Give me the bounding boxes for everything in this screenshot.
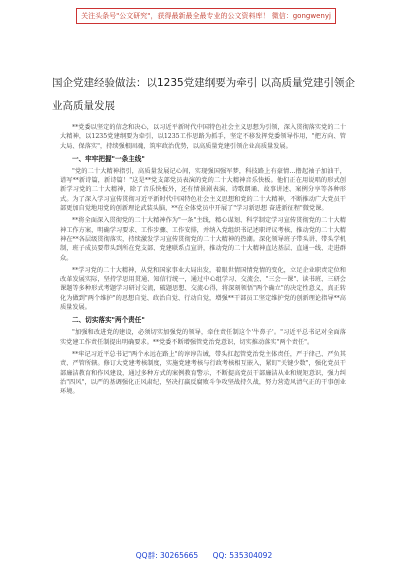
section-heading: 一、牢牢把握"一条主线" bbox=[72, 154, 145, 163]
footer bbox=[0, 550, 408, 561]
paragraph: **学习党的二十大精神，从党和国家事业大局出发，着眼世情国情党情的变化，立足企业职责定位和改革发展实际，坚持学思用贯通、知信行统一，通过中心组学习、交流会、"三会一课"、读书班、三研会课题等多种形式考题学习研讨交流，破题思想、交流心得，将深刻领悟"两个确立"的决定性意义，真正转化为做到"两个维护"的思想自觉、政治自觉、行动自觉，增强**干部员工坚定维护党的创新理论指导**高质量发展。 bbox=[60, 266, 346, 312]
section-heading: 二、切实落实"两个责任" bbox=[72, 316, 145, 325]
paragraph: "加强和改进党的建设，必须切实加强党的领导，牵住责任制这个'牛鼻子'。"习近平总书记对全面落实党建工作责任制提出明确要求。**党委不断增强管党治党意识，切实推动落实"两个责任"。 bbox=[60, 329, 346, 346]
paragraph: **党委以坚定的信念和决心，以习近平新时代中国特色社会主义思想为引领，深入贯彻落实党的二十大精神，以1235党建纲要为牵引，以1235工作思路为抓手，坚定不移发挥党委领导作用，"把方向、管大局、保落实"，持续强根固魂，筑牢政治优势，以高质量党建引领企业高质量发展。 bbox=[60, 124, 346, 150]
paragraph: **将全面深入贯彻党的二十大精神作为"一条"主线，精心谋划、科学制定学习宣传贯彻党的二十大精神工作方案，明确学习要求、工作步骤、工作安排，并纳入党组织书记述职评议考核，推动党的二十大精神在**各层级贯彻落实，持续激发学习宣传贯彻党的二十大精神的热潮。深化领导班子带头讲、带头学机制，班子成员要带头到所在党支部、党建联系点宣讲，推动党的二十大精神直达基层、直通一线、走进群众。 bbox=[60, 217, 346, 262]
footer-qq: QQ: 535304092 bbox=[212, 551, 273, 560]
document-body bbox=[60, 123, 346, 399]
footer-qq-group: QQ群: 30265665 bbox=[135, 551, 199, 560]
paragraph: "党的二十大精神指引，高质量发展记心间，实现强国强军梦，科技路上有豪情…撸起袖子加油干，谱写**新诗篇，新诗篇！"这是**党支部党员表演的党的二十大精神音乐快板。他们正在用说唱的形式创新学习党的二十大精神，除了音乐快板外，还有情景剧表演、诗歌朗诵、故事讲述、案例分享等各种形式。为了深入学习宣传贯彻习近平新时代中国特色社会主义思想和党的二十大精神，不断推动广大党员干部更加自觉地用党的创新理论武装头脑，**在全体党员中开展了"学习新思想 奋进新征程"微党课。 bbox=[60, 167, 346, 213]
paragraph: **牢记习近平总书记"两个永远在路上"的谆谆告诫，带头扛起管党治党主体责任，严于律己、严负其责、严管所辖。修订大党建考核制度，实施党建考核与行政考核相互嵌入，紧盯"关键少数"，强化党员干部廉洁教育和作风建设，通过多种方式的案例教育警示，不断提高党员干部廉洁从业和规矩意识，强力纠治"四风"，以严的基调强化正风肃纪，坚决打赢反腐败斗争攻坚战持久战，努力营造风清气正的干事创业环境。 bbox=[60, 350, 346, 396]
document-title: 国企党建经验做法：以1235党建纲要为牵引 以高质量党建引领企业高质量发展 bbox=[52, 77, 356, 112]
header-banner: 关注头条号"公文研究"，获得最新最全最专业的公文资料库！ 微信：gongwenyj bbox=[76, 8, 336, 24]
